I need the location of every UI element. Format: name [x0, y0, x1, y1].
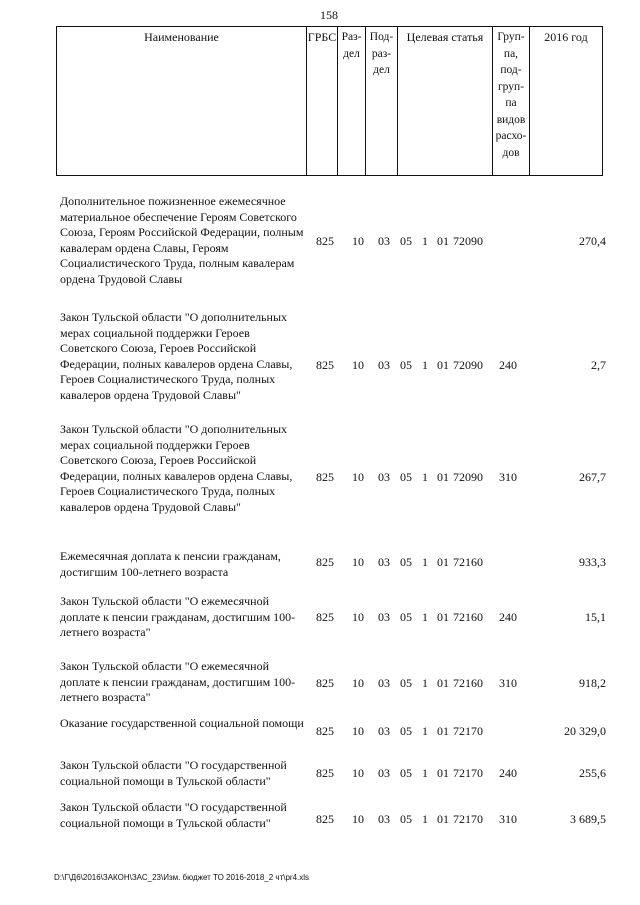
header-razdel	[338, 27, 366, 175]
target-subprogram-cell: 1	[422, 234, 428, 248]
podrazdel-cell: 03	[378, 358, 390, 372]
grbs-cell: 825	[316, 766, 334, 780]
header-group-line: расхо-	[495, 130, 527, 142]
group-cell: 310	[499, 676, 517, 690]
row-name: Дополнительное пожизненное ежемесячное материальное обеспечение Героям Советского Союза, Героям Российской Федерации, полным кавалерам ордена Славы, Героям Социалистического Труда, полным кавалерам ордена Трудовой Славы	[60, 194, 304, 286]
target-direction-cell: 72090	[453, 234, 483, 248]
row-name: Ежемесячная доплата к пенсии гражданам, достигшим 100-летнего возраста	[60, 549, 281, 579]
target-subprogram-cell: 1	[422, 470, 428, 484]
file-path-footer: D:\Г\Д6\2016\ЗАКОН\ЗАС_23\Изм. бюджет ТО 2016-2018_2 чт\pr4.xls	[54, 873, 310, 882]
grbs-cell: 825	[316, 724, 334, 738]
target-direction-cell: 72160	[453, 555, 483, 569]
header-grbs: ГРБС	[307, 27, 338, 175]
razdel-cell: 10	[352, 610, 364, 624]
razdel-cell: 10	[352, 555, 364, 569]
target-program-cell: 05	[400, 610, 412, 624]
group-cell: 310	[499, 812, 517, 826]
row-cells	[58, 766, 606, 781]
podrazdel-cell: 03	[378, 676, 390, 690]
row-cells	[58, 358, 606, 373]
amount-cell: 270,4	[579, 234, 606, 248]
amount-cell: 2,7	[591, 358, 606, 372]
target-program-cell: 05	[400, 234, 412, 248]
target-subprogram-cell: 1	[422, 676, 428, 690]
row-cells	[58, 676, 606, 691]
podrazdel-cell: 03	[378, 766, 390, 780]
razdel-cell: 10	[352, 812, 364, 826]
row-name: Закон Тульской области "О ежемесячной доплате к пенсии гражданам, достигшим 100-летнего возраста"	[60, 594, 296, 640]
target-direction-cell: 72160	[453, 676, 483, 690]
target-program-cell: 05	[400, 724, 412, 738]
row-name: Оказание государственной социальной помощи	[60, 716, 304, 730]
amount-cell: 267,7	[579, 470, 606, 484]
razdel-cell: 10	[352, 234, 364, 248]
podrazdel-cell: 03	[378, 555, 390, 569]
header-group-line: груп-	[497, 80, 525, 93]
amount-cell: 933,3	[579, 555, 606, 569]
amount-cell: 15,1	[585, 610, 606, 624]
razdel-cell: 10	[352, 358, 364, 372]
razdel-cell: 10	[352, 470, 364, 484]
target-measure-cell: 01	[437, 470, 449, 484]
podrazdel-cell: 03	[378, 234, 390, 248]
page-number: 158	[320, 8, 338, 22]
header-name: Наименование	[57, 27, 307, 175]
header-group-line: па,	[503, 47, 519, 60]
row-name: Закон Тульской области "О ежемесячной доплате к пенсии гражданам, достигшим 100-летнего возраста"	[60, 659, 296, 705]
row-cells	[58, 812, 606, 827]
target-program-cell: 05	[400, 358, 412, 372]
target-direction-cell: 72090	[453, 470, 483, 484]
row-cells	[58, 470, 606, 485]
grbs-cell: 825	[316, 812, 334, 826]
group-cell: 240	[499, 766, 517, 780]
grbs-cell: 825	[316, 358, 334, 372]
row-name: Закон Тульской области "О дополнительных мерах социальной поддержки Героев Советского Союза, Героев Российской Федерации, полных кавалеров ордена Славы, Героев Социалистического Труда, полных кавалеров ордена Трудовой Славы"	[60, 310, 293, 402]
group-cell: 310	[499, 470, 517, 484]
header-year: 2016 год	[530, 27, 603, 175]
target-subprogram-cell: 1	[422, 766, 428, 780]
target-direction-cell: 72170	[453, 766, 483, 780]
target-measure-cell: 01	[437, 555, 449, 569]
grbs-cell: 825	[316, 234, 334, 248]
grbs-cell: 825	[316, 610, 334, 624]
amount-cell: 20 329,0	[564, 724, 606, 738]
target-measure-cell: 01	[437, 766, 449, 780]
row-name: Закон Тульской области "О дополнительных мерах социальной поддержки Героев Советского Союза, Героев Российской Федерации, полных кавалеров ордена Славы, Героев Социалистического Труда, полных кавалеров ордена Трудовой Славы"	[60, 422, 293, 514]
target-measure-cell: 01	[437, 234, 449, 248]
podrazdel-cell: 03	[378, 470, 390, 484]
grbs-cell: 825	[316, 470, 334, 484]
target-program-cell: 05	[400, 766, 412, 780]
target-subprogram-cell: 1	[422, 555, 428, 569]
podrazdel-cell: 03	[378, 812, 390, 826]
target-measure-cell: 01	[437, 358, 449, 372]
target-subprogram-cell: 1	[422, 812, 428, 826]
target-subprogram-cell: 1	[422, 358, 428, 372]
target-direction-cell: 72170	[453, 812, 483, 826]
group-cell: 240	[499, 610, 517, 624]
target-measure-cell: 01	[437, 676, 449, 690]
target-measure-cell: 01	[437, 610, 449, 624]
amount-cell: 3 689,5	[570, 812, 606, 826]
header-group-line: дов	[502, 146, 520, 159]
target-program-cell: 05	[400, 676, 412, 690]
row-name: Закон Тульской области "О государственной социальной помощи в Тульской области"	[60, 800, 287, 830]
target-program-cell: 05	[400, 812, 412, 826]
podrazdel-cell: 03	[378, 724, 390, 738]
row-cells	[58, 610, 606, 625]
target-direction-cell: 72170	[453, 724, 483, 738]
row-cells	[58, 234, 606, 249]
amount-cell: 918,2	[579, 676, 606, 690]
header-group-line: видов	[496, 113, 526, 126]
razdel-cell: 10	[352, 676, 364, 690]
header-razdel-line: дел	[343, 47, 360, 60]
razdel-cell: 10	[352, 724, 364, 738]
header-podrazdel	[366, 27, 398, 175]
header-group	[493, 27, 530, 175]
header-group-line: Груп-	[497, 31, 525, 43]
group-cell: 240	[499, 358, 517, 372]
row-name: Закон Тульской области "О государственной социальной помощи в Тульской области"	[60, 758, 287, 788]
target-direction-cell: 72160	[453, 610, 483, 624]
row-cells	[58, 724, 606, 739]
target-subprogram-cell: 1	[422, 610, 428, 624]
row-cells	[58, 555, 606, 570]
grbs-cell: 825	[316, 555, 334, 569]
target-program-cell: 05	[400, 555, 412, 569]
target-measure-cell: 01	[437, 724, 449, 738]
amount-cell: 255,6	[579, 766, 606, 780]
podrazdel-cell: 03	[378, 610, 390, 624]
header-podrazdel-line: раз-	[371, 47, 392, 60]
grbs-cell: 825	[316, 676, 334, 690]
target-direction-cell: 72090	[453, 358, 483, 372]
header-razdel-line: Раз-	[341, 31, 362, 43]
header-podrazdel-line: Под-	[369, 31, 394, 43]
target-measure-cell: 01	[437, 812, 449, 826]
table-header	[56, 26, 603, 176]
target-program-cell: 05	[400, 470, 412, 484]
header-group-line: под-	[500, 64, 522, 76]
razdel-cell: 10	[352, 766, 364, 780]
target-subprogram-cell: 1	[422, 724, 428, 738]
header-target: Целевая статья	[398, 27, 493, 175]
header-podrazdel-line: дел	[373, 64, 390, 76]
header-group-line: па	[505, 97, 517, 109]
